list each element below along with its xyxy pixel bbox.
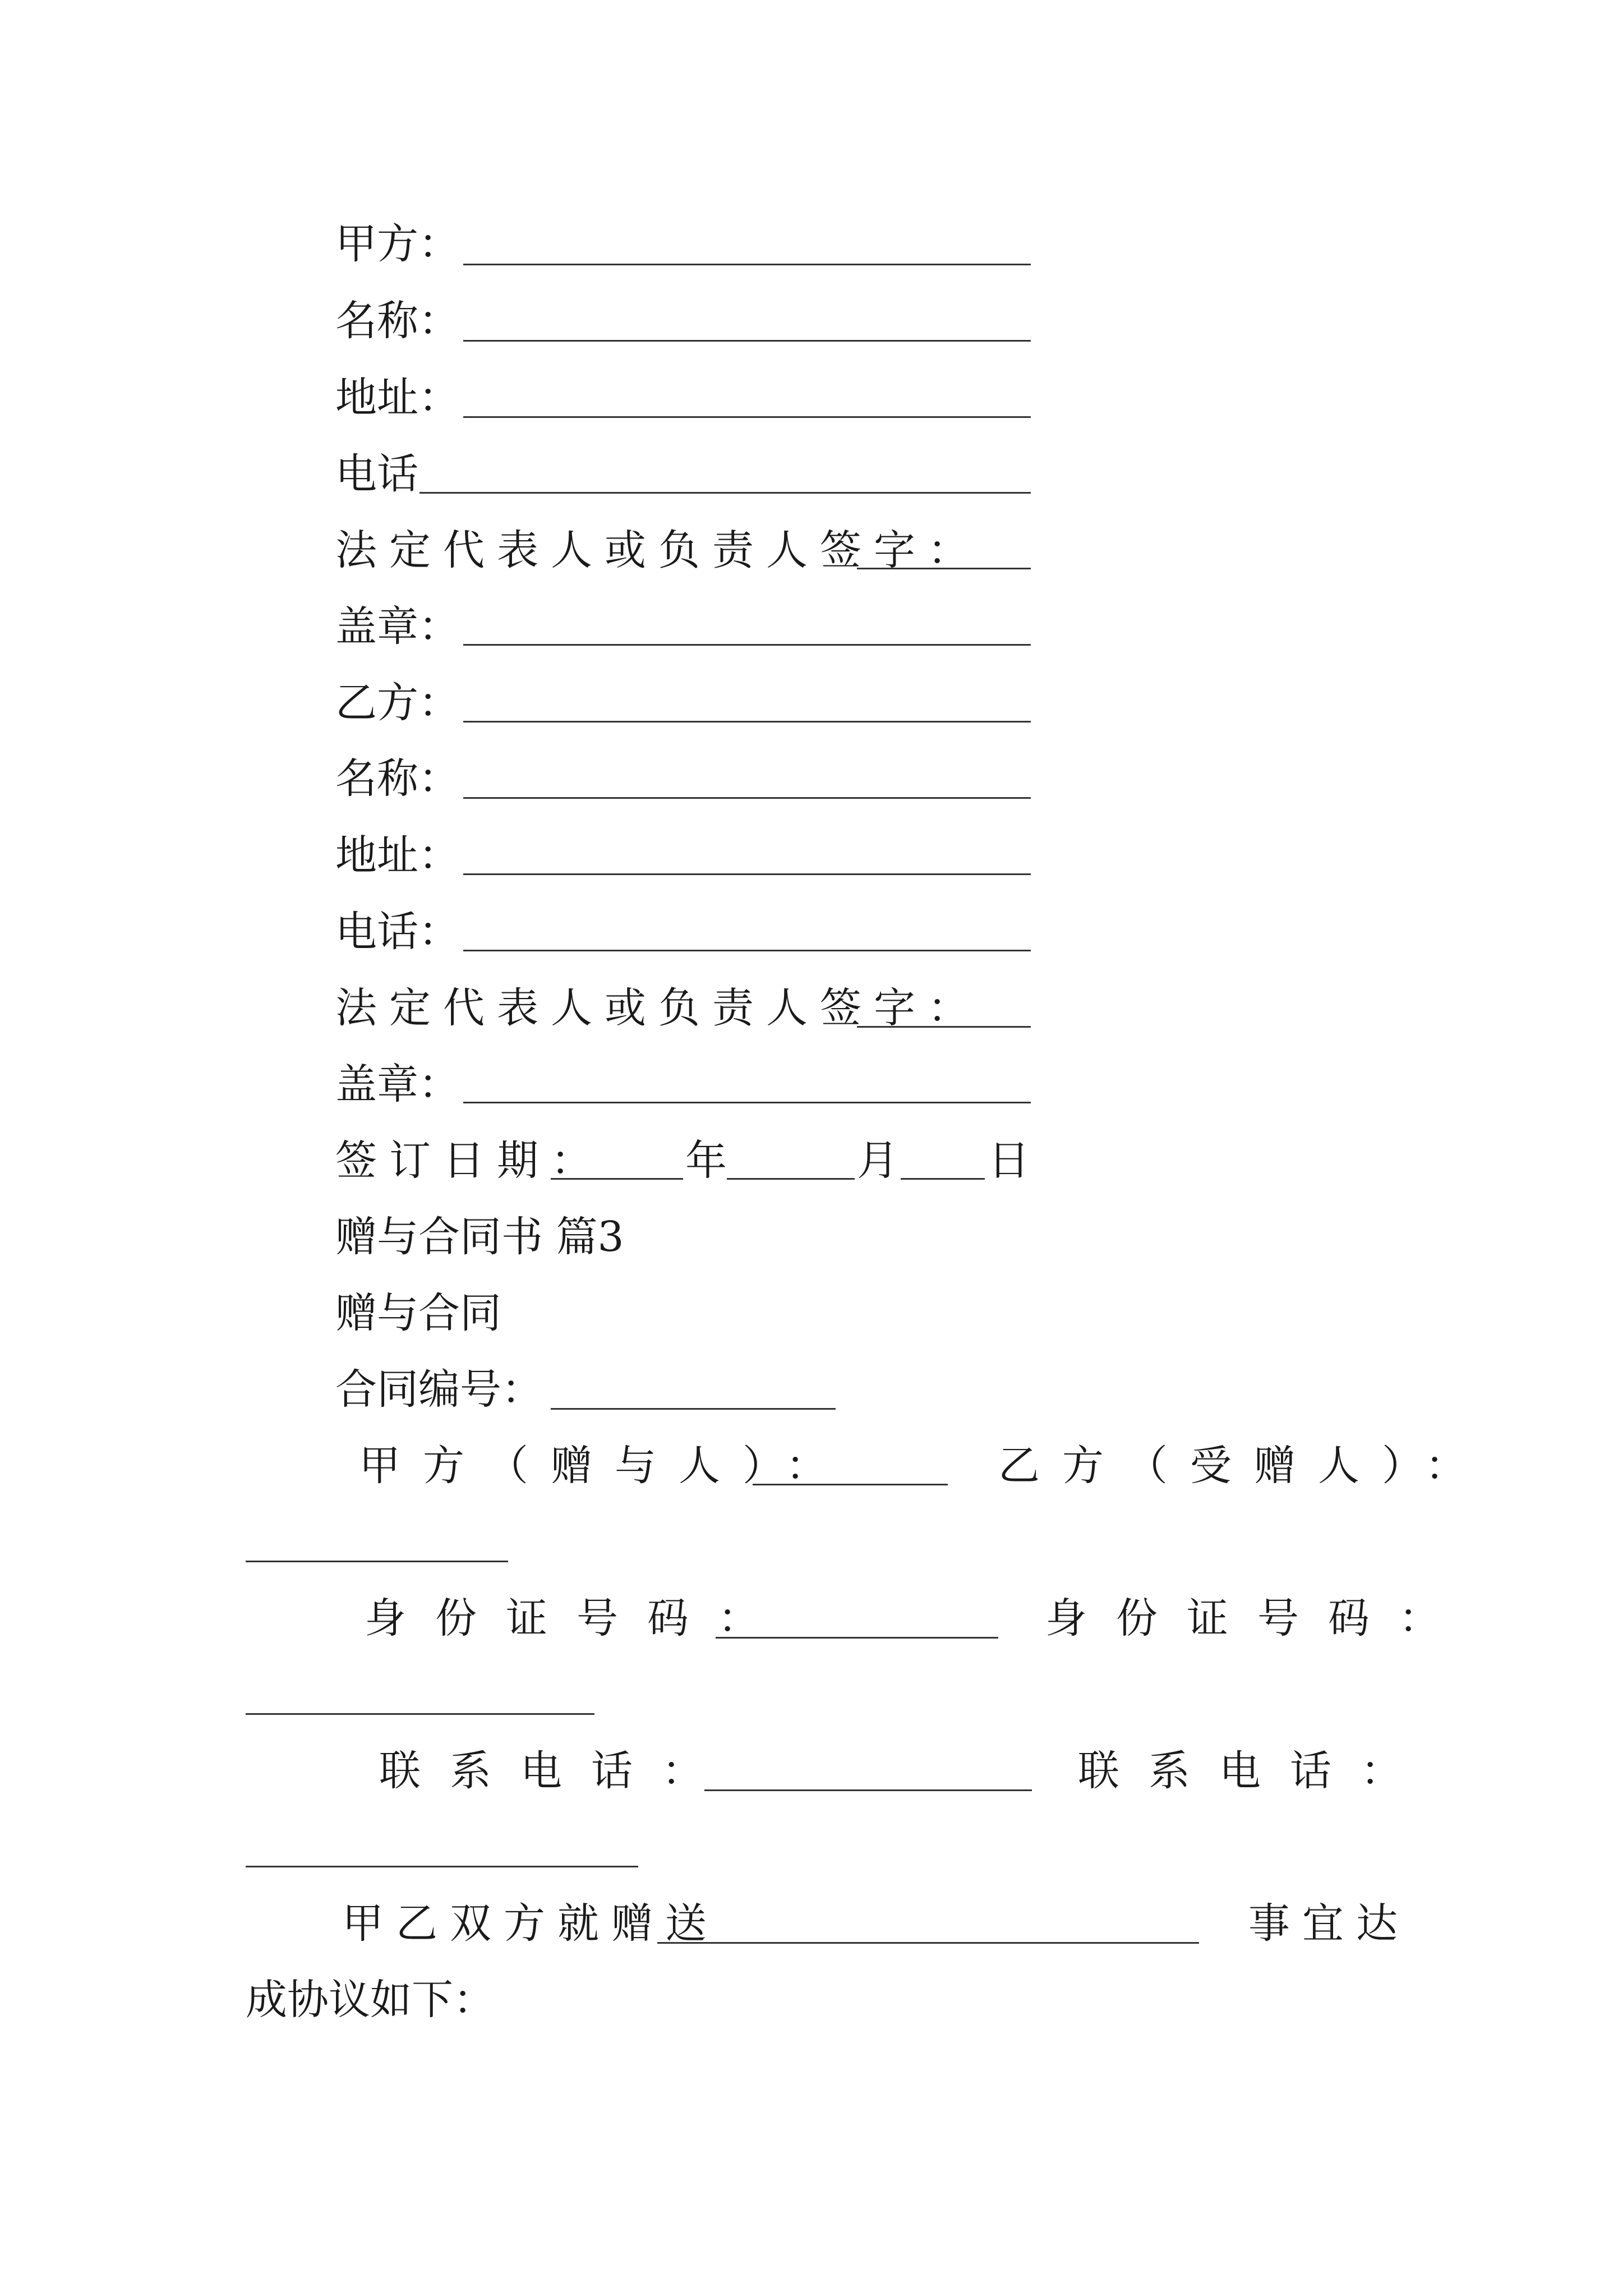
sign-month-label: 月 bbox=[857, 1137, 898, 1185]
sign-date-label: 签订日期： bbox=[335, 1137, 605, 1185]
agreement-part3: 成协议如下： bbox=[246, 1976, 495, 2024]
party-b-blank[interactable] bbox=[463, 721, 1031, 723]
party-a-address-blank[interactable] bbox=[463, 416, 1031, 418]
party-b-rep-label: 法定代表人或负责人签字： bbox=[335, 984, 981, 1032]
sign-month-blank[interactable] bbox=[727, 1178, 855, 1180]
party-a-name-label: 名称： bbox=[335, 297, 460, 345]
donee-label: 乙方（受赠人）： bbox=[998, 1442, 1489, 1490]
party-b-seal-blank[interactable] bbox=[463, 1102, 1031, 1103]
party-a-rep-label: 法定代表人或负责人签字： bbox=[335, 526, 981, 574]
section-heading: 赠与合同书 篇3 bbox=[335, 1213, 624, 1261]
party-a-rep-blank[interactable] bbox=[857, 568, 1031, 569]
party-a-address-label: 地址： bbox=[335, 374, 460, 422]
donor-blank[interactable] bbox=[753, 1484, 948, 1485]
party-b-rep-blank[interactable] bbox=[857, 1026, 1031, 1028]
donee-blank[interactable] bbox=[246, 1561, 508, 1562]
id-a-blank[interactable] bbox=[716, 1637, 998, 1639]
party-b-phone-label: 电话： bbox=[335, 908, 460, 956]
party-a-seal-label: 盖章： bbox=[335, 602, 460, 651]
tel-b-label: 联系电话： bbox=[1078, 1747, 1431, 1795]
party-b-name-blank[interactable] bbox=[463, 797, 1031, 799]
party-a-phone-label: 电话 bbox=[335, 450, 418, 498]
tel-b-blank[interactable] bbox=[246, 1866, 638, 1867]
party-a-blank[interactable] bbox=[463, 264, 1031, 265]
sign-year-blank[interactable] bbox=[551, 1178, 683, 1180]
party-a-seal-blank[interactable] bbox=[463, 644, 1031, 646]
party-b-seal-label: 盖章： bbox=[335, 1060, 460, 1108]
gift-item-blank[interactable] bbox=[657, 1942, 1199, 1944]
party-b-address-label: 地址： bbox=[335, 831, 460, 880]
sign-day-label: 日 bbox=[988, 1137, 1030, 1185]
agreement-part2: 事宜达 bbox=[1248, 1899, 1410, 1948]
contract-title: 赠与合同 bbox=[335, 1289, 501, 1337]
tel-a-label: 联系电话： bbox=[379, 1747, 732, 1795]
party-b-address-blank[interactable] bbox=[463, 873, 1031, 875]
agreement-part1: 甲乙双方就赠送 bbox=[342, 1899, 719, 1948]
sign-day-blank[interactable] bbox=[901, 1178, 985, 1180]
sign-year-label: 年 bbox=[685, 1137, 727, 1185]
id-b-label: 身份证号码： bbox=[1045, 1594, 1469, 1642]
party-a-name-blank[interactable] bbox=[463, 340, 1031, 342]
party-b-name-label: 名称： bbox=[335, 754, 460, 803]
party-b-label: 乙方： bbox=[335, 679, 460, 727]
donor-label: 甲方（赠与人）： bbox=[359, 1442, 850, 1490]
party-a-label: 甲方： bbox=[335, 220, 460, 268]
contract-no-label: 合同编号： bbox=[335, 1365, 543, 1414]
contract-no-blank[interactable] bbox=[551, 1408, 836, 1410]
tel-a-blank[interactable] bbox=[704, 1789, 1032, 1791]
id-a-label: 身份证号码： bbox=[365, 1594, 789, 1642]
id-b-blank[interactable] bbox=[246, 1713, 594, 1715]
party-a-phone-blank[interactable] bbox=[419, 492, 1031, 494]
party-b-phone-blank[interactable] bbox=[463, 950, 1031, 951]
